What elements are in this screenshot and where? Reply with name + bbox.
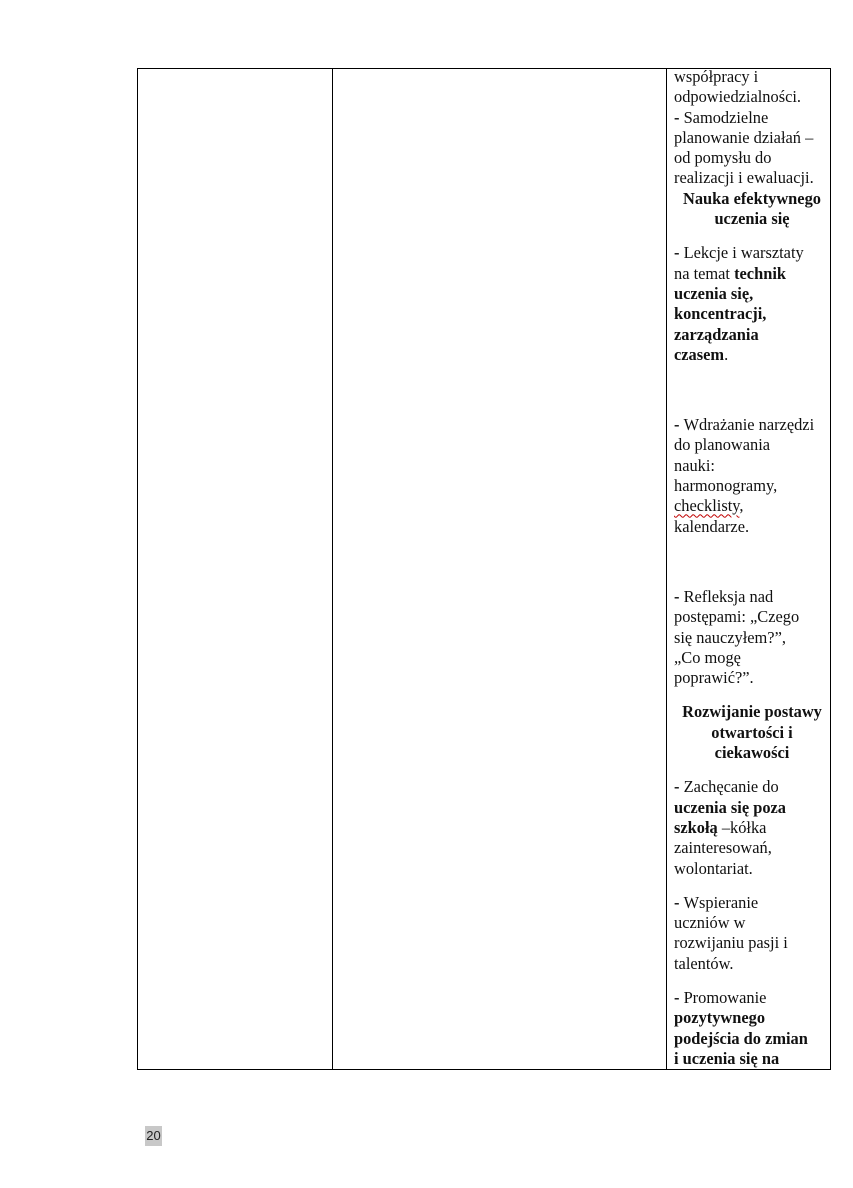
content-table (137, 68, 831, 1070)
heading-effective-learning: Nauka efektywnego uczenia się (683, 188, 821, 229)
bullet-workshops: - Lekcje i warsztaty na temat technik uczenia się, koncentracji, zarządzania czasem. (674, 243, 804, 364)
paragraph-cooperation: współpracy i odpowiedzialności. (674, 69, 801, 107)
table-cell-col3 (667, 69, 830, 1069)
spellcheck-underline: checklisty (674, 496, 740, 516)
bullet-outside-school: - Zachęcanie do uczenia się poza szkołą –kółka zainteresowań, wolontariat. (674, 777, 786, 878)
table-cell-col2 (333, 69, 666, 1069)
heading-openness-curiosity: Rozwijanie postawy otwartości i ciekawości (682, 702, 822, 763)
bullet-passions: - Wspieranie uczniów w rozwijaniu pasji i talentów. (674, 892, 788, 973)
bullet-planning-tools: - Wdrażanie narzędzi do planowania nauki: harmonogramy, checklisty, kalendarze. (674, 415, 815, 536)
table-cell-col1 (138, 69, 332, 1069)
bullet-positive-approach: - Promowanie pozytywnego podejścia do zmian i uczenia się na (674, 987, 808, 1068)
page-number: 20 (145, 1126, 162, 1146)
bullet-planning: - Samodzielne planowanie działań – od pomysłu do realizacji i ewaluacji. (674, 107, 814, 188)
bullet-reflection: - Refleksja nad postępami: „Czego się nauczyłem?”, „Co mogę poprawić?”. (674, 586, 800, 688)
